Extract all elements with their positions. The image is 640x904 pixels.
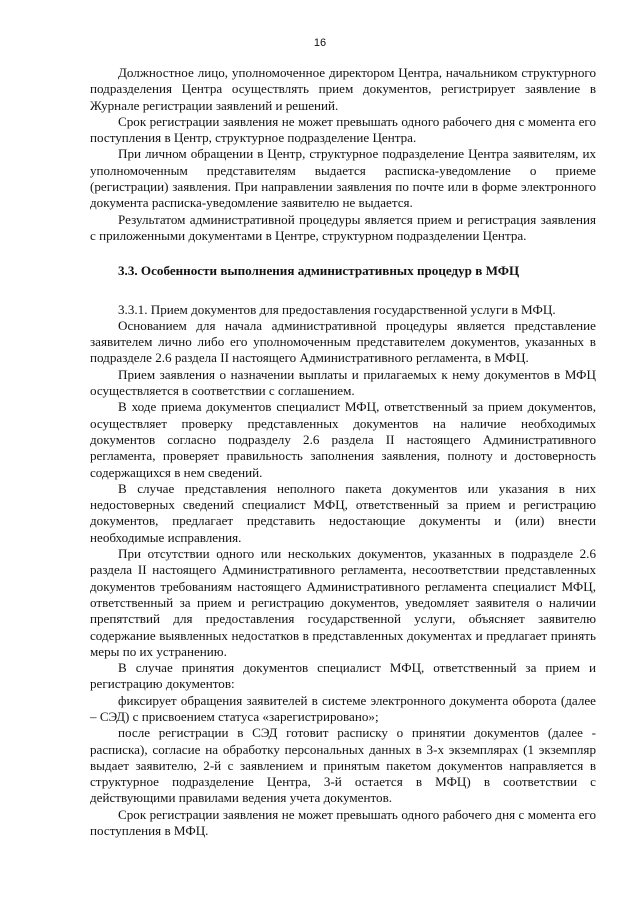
paragraph: Должностное лицо, уполномоченное директором Центра, начальником структурного подразделения Центра осуществлять прием документов, регистрирует заявление в Журнале регистрации заявлений и решений. <box>90 65 596 113</box>
paragraph: Основанием для начала административной процедуры является представление заявителем лично либо его уполномоченным представителем документов, указанных в подразделе 2.6 раздела II настоящего Административного регламента, в МФЦ. <box>90 317 596 366</box>
paragraph: Срок регистрации заявления не может превышать одного рабочего дня с момента его поступления в МФЦ. <box>90 806 596 839</box>
paragraph: Результатом административной процедуры является прием и регистрация заявления с приложенными документами в Центре, структурном подразделении Центра. <box>90 211 596 243</box>
paragraph: Срок регистрации заявления не может превышать одного рабочего дня с момента его поступления в Центр, структурное подразделение Центра. <box>90 113 596 146</box>
paragraph: Прием заявления о назначении выплаты и прилагаемых к нему документов в МФЦ осуществляется в соответствии с соглашением. <box>90 366 596 399</box>
paragraph: фиксирует обращения заявителей в системе электронного документа оборота (далее – СЭД) с присвоением статуса «зарегистрировано»; <box>90 692 596 724</box>
paragraph: При личном обращении в Центр, структурное подразделение Центра заявителям, их уполномоченным представителям выдается расписка-уведомление о приеме (регистрации) заявления. При направлении заявления по почте или в форме электронного документа расписка-уведомление заявителю не выдается. <box>90 146 596 211</box>
paragraph: В случае принятия документов специалист МФЦ, ответственный за прием и регистрацию документов: <box>90 660 596 692</box>
page-number: 16 <box>313 37 327 49</box>
paragraph: после регистрации в СЭД готовит расписку о принятии документов (далее - расписка), согласие на обработку персональных данных в 3-х экземплярах (1 экземпляр выдает заявителю, 2-й с заявлением и принятым пакетом документов направляется в структурное подразделение Центра, 3-й остается в МФЦ) в соответствии с действующими правилами ведения учета документов. <box>90 725 596 806</box>
paragraph: В случае представления неполного пакета документов или указания в них недостоверных сведений специалист МФЦ, ответственный за прием и регистрацию документов, предлагает представить недостающие документы и (или) внести необходимые исправления. <box>90 480 596 545</box>
section-heading: 3.3. Особенности выполнения административных процедур в МФЦ <box>118 263 520 279</box>
paragraph: 3.3.1. Прием документов для предоставления государственной услуги в МФЦ. <box>118 301 556 317</box>
paragraph: В ходе приема документов специалист МФЦ, ответственный за прием документов, осуществляет проверку представленных документов на наличие необходимых документов согласно подразделу 2.6 раздела II настоящего Административного регламента, проверяет правильность заполнения заявления, полноту и достоверность содержащихся в нем сведений. <box>90 399 596 480</box>
paragraph: При отсутствии одного или нескольких документов, указанных в подразделе 2.6 раздела II настоящего Административного регламента, несоответствии представленных документов требованиям настоящего Административного регламента специалист МФЦ, ответственный за прием и регистрацию документов, уведомляет заявителя о наличии препятствий для предоставления государственной услуги, объясняет заявителю содержание выявленных недостатков в представленных документах и предлагает принять меры по их устранению. <box>90 546 596 659</box>
document-body <box>90 65 596 839</box>
